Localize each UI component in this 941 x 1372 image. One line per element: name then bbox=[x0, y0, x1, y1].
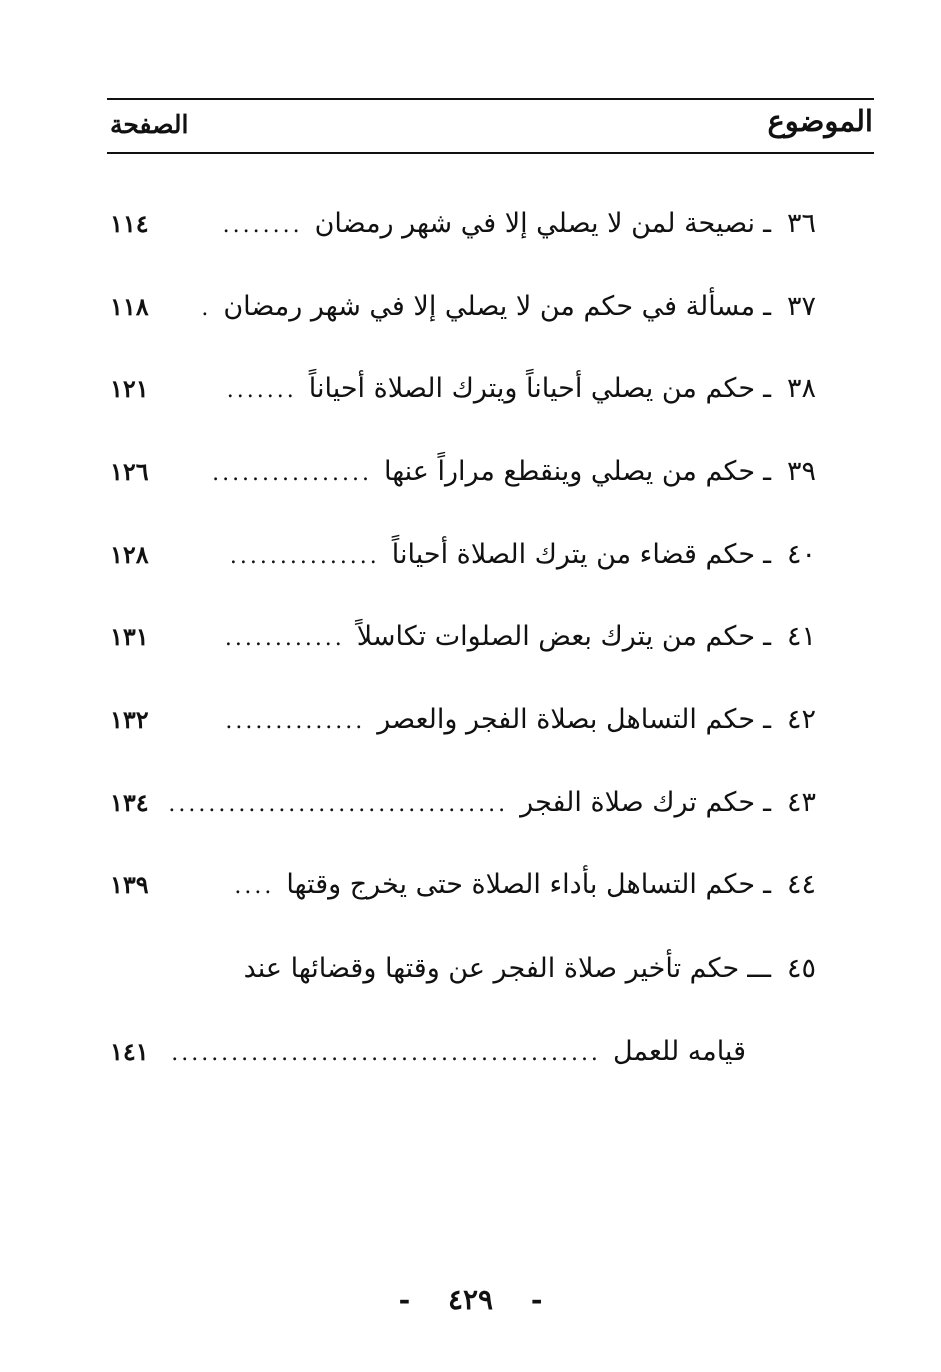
entry-title: نصيحة لمن لا يصلي إلا في شهر رمضان bbox=[314, 208, 756, 239]
toc-entry bbox=[110, 621, 816, 671]
leader-dots: .................................. bbox=[168, 792, 509, 817]
toc-entry bbox=[110, 704, 816, 754]
leader-dots: . bbox=[201, 296, 212, 321]
topic-column-heading: الموضوع bbox=[767, 104, 873, 138]
entry-separator: ـ bbox=[763, 539, 771, 570]
page-footer bbox=[0, 1283, 941, 1316]
leader-dots: ................ bbox=[212, 461, 372, 486]
entry-separator: ـ bbox=[763, 869, 771, 900]
entry-page: ١٤١ bbox=[110, 1037, 149, 1066]
entry-page: ١٣٢ bbox=[110, 705, 149, 734]
toc-entry bbox=[110, 373, 816, 423]
entry-number: ٣٦ bbox=[786, 208, 816, 239]
entry-title: مسألة في حكم من لا يصلي إلا في شهر رمضان bbox=[223, 291, 756, 322]
entry-page: ١١٨ bbox=[110, 292, 149, 321]
toc-entry bbox=[110, 291, 816, 341]
entry-title: حكم التساهل بصلاة الفجر والعصر bbox=[377, 704, 756, 735]
entry-title: حكم من يترك بعض الصلوات تكاسلاً bbox=[356, 621, 756, 652]
entry-page: ١٣٩ bbox=[110, 870, 149, 899]
entry-separator: ـ bbox=[763, 208, 771, 239]
entry-number: ٤١ bbox=[786, 621, 816, 652]
entry-number: ٤٣ bbox=[786, 787, 816, 818]
footer-dash-left: - bbox=[398, 1283, 411, 1316]
entry-separator: ـ bbox=[763, 787, 771, 818]
page-column-heading: الصفحة bbox=[110, 110, 189, 139]
entry-title: حكم قضاء من يترك الصلاة أحياناً bbox=[391, 539, 756, 570]
leader-dots: ........................................... bbox=[171, 1041, 601, 1066]
entry-separator: ـــ bbox=[747, 953, 771, 984]
footer-dash-right: - bbox=[530, 1283, 543, 1316]
entry-separator: ـ bbox=[763, 456, 771, 487]
leader-dots: ....... bbox=[226, 378, 297, 403]
entry-separator: ـ bbox=[763, 704, 771, 735]
entry-number: ٤٤ bbox=[786, 869, 816, 900]
entry-separator: ـ bbox=[763, 621, 771, 652]
leader-dots: ............... bbox=[229, 544, 380, 569]
toc-entry bbox=[110, 869, 816, 919]
entry-number: ٤٠ bbox=[786, 539, 816, 570]
header-top-rule bbox=[107, 98, 874, 100]
toc-entry bbox=[110, 539, 816, 589]
entry-number: ٤٢ bbox=[786, 704, 816, 735]
entry-separator: ـ bbox=[763, 373, 771, 404]
entry-page: ١٢٨ bbox=[110, 540, 149, 569]
entry-title: حكم ترك صلاة الفجر bbox=[520, 787, 756, 818]
entry-number: ٣٧ bbox=[786, 291, 816, 322]
header-bottom-rule bbox=[107, 152, 874, 154]
entry-page: ١٣٤ bbox=[110, 788, 149, 817]
entry-separator: ـ bbox=[763, 291, 771, 322]
footer-page-number: ٤٢٩ bbox=[447, 1283, 494, 1316]
leader-dots: ............ bbox=[224, 626, 345, 651]
toc-entry-continuation bbox=[110, 1036, 746, 1086]
entry-title: حكم من يصلي أحياناً ويترك الصلاة أحياناً bbox=[308, 373, 756, 404]
leader-dots: .............. bbox=[225, 709, 366, 734]
entry-page: ١٣١ bbox=[110, 622, 149, 651]
toc-entry bbox=[110, 456, 816, 506]
entry-title: حكم من يصلي وينقطع مراراً عنها bbox=[383, 456, 756, 487]
entry-page: ١٢٦ bbox=[110, 457, 149, 486]
entry-title-line2: قيامه للعمل bbox=[612, 1036, 746, 1067]
entry-title: حكم التساهل بأداء الصلاة حتى يخرج وقتها bbox=[286, 869, 756, 900]
toc-entry-multiline bbox=[110, 953, 816, 1003]
entry-number: ٣٩ bbox=[786, 456, 816, 487]
leader-dots: ........ bbox=[222, 213, 303, 238]
entry-number: ٤٥ bbox=[786, 953, 816, 984]
entry-page: ١١٤ bbox=[110, 209, 149, 238]
entry-page: ١٢١ bbox=[110, 374, 149, 403]
toc-entry bbox=[110, 787, 816, 837]
toc-entry bbox=[110, 208, 816, 258]
entry-number: ٣٨ bbox=[786, 373, 816, 404]
entry-title-line1: حكم تأخير صلاة الفجر عن وقتها وقضائها عند bbox=[243, 953, 740, 984]
leader-dots: .... bbox=[234, 874, 275, 899]
